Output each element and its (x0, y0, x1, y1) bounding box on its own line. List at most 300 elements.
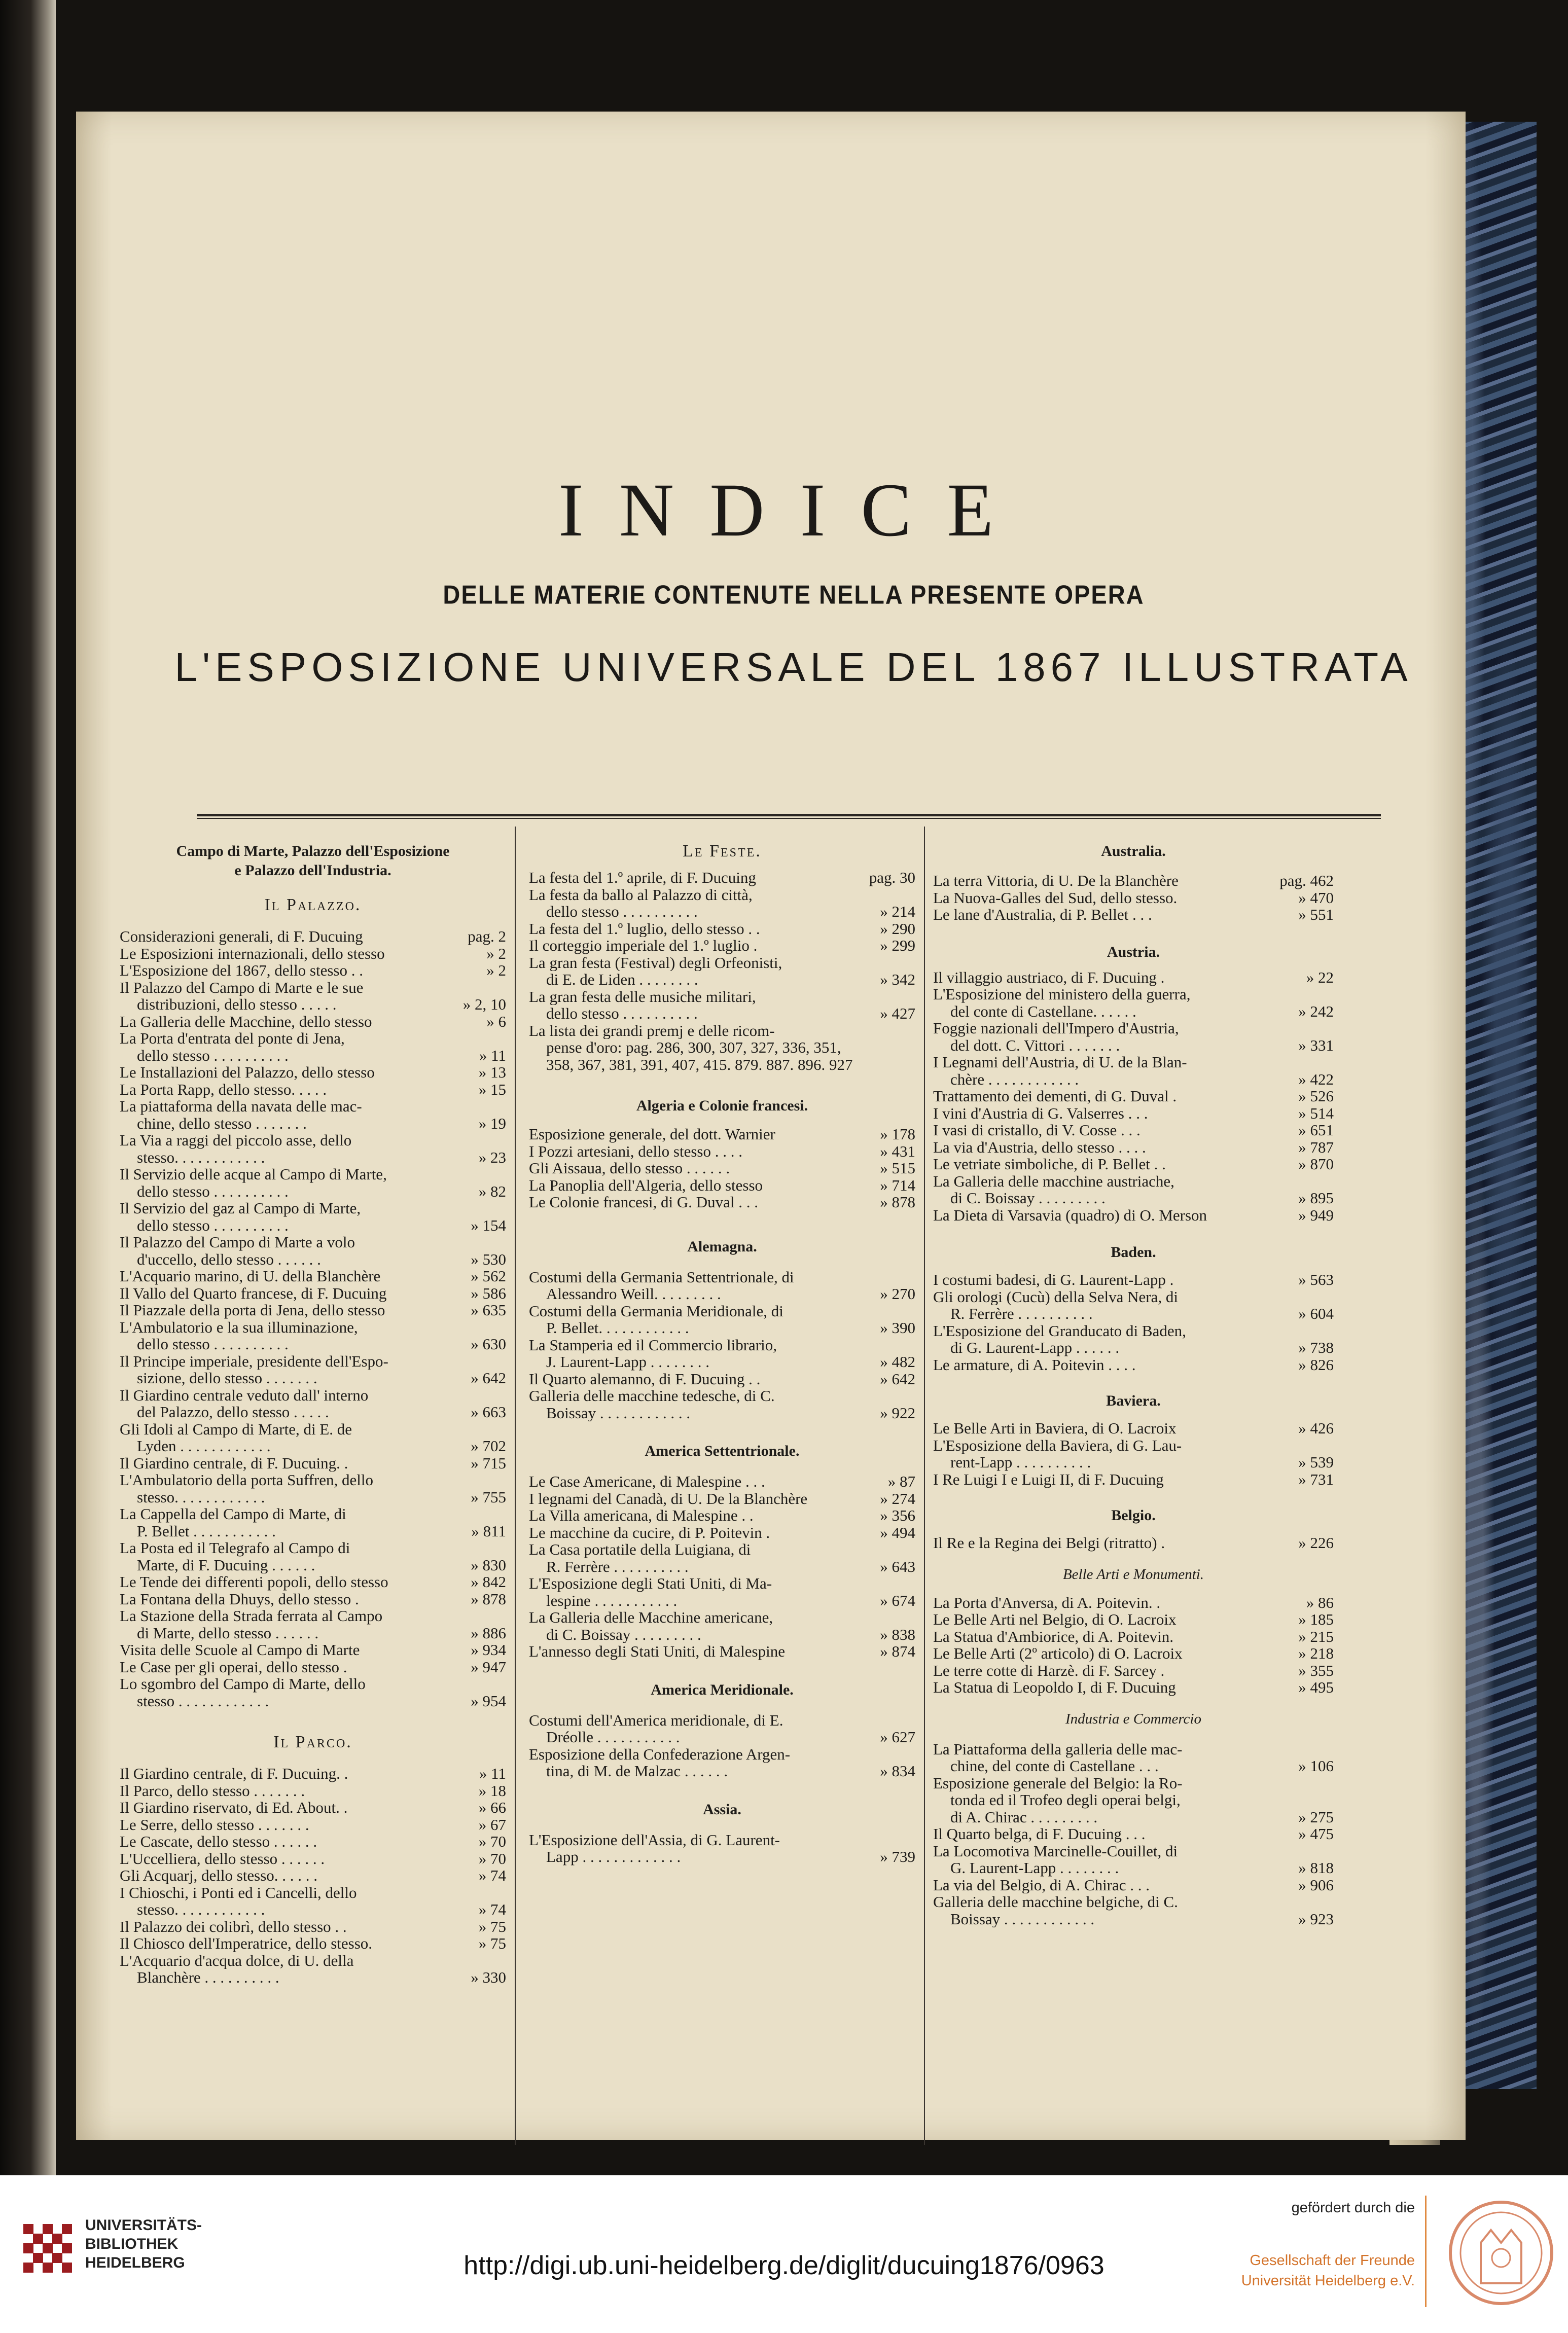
index-entry (529, 1353, 915, 1371)
entry-page: » 870 (1298, 1155, 1334, 1173)
entry-title: del Palazzo, dello stesso . . . . . (137, 1404, 329, 1421)
index-entry (120, 1132, 506, 1149)
entry-page: » 738 (1298, 1339, 1334, 1356)
entry-title: Esposizione della Confederazione Argen- (529, 1745, 791, 1763)
entry-title: L'Acquario d'acqua dolce, di U. della (120, 1952, 354, 1969)
entry-page: » 923 (1298, 1910, 1334, 1928)
entry-page: » 906 (1298, 1876, 1334, 1894)
index-entry (120, 1319, 506, 1336)
entry-page: » 562 (471, 1267, 506, 1285)
index-entry (933, 969, 1334, 986)
section-heading-alemagna: Alemagna. (687, 1238, 757, 1255)
index-entry (120, 1115, 506, 1132)
entry-title: P. Bellet . . . . . . . . . . . (137, 1522, 276, 1539)
entry-title: Galleria delle macchine tedesche, di C. (529, 1387, 775, 1405)
entry-title: chine, del conte di Castellane . . . (950, 1757, 1159, 1775)
entry-title: sizione, dello stesso . . . . . . . (137, 1370, 317, 1387)
index-entry (933, 1305, 1334, 1322)
entry-title: La terra Vittoria, di U. De la Blanchère (933, 872, 1179, 889)
index-entry (933, 1356, 1334, 1374)
entry-title: Le Tende dei differenti popoli, dello stesso (120, 1573, 388, 1591)
index-entry (120, 1387, 506, 1404)
entry-title: Le macchine da cucire, di P. Poitevin . (529, 1524, 770, 1541)
index-entry (529, 1832, 915, 1849)
section-heading-palazzo: Il Palazzo. (264, 895, 362, 914)
index-entry (120, 1370, 506, 1387)
index-entry (933, 906, 1334, 923)
footer-divider (1425, 2196, 1427, 2307)
scanned-page (76, 112, 1466, 2140)
index-entry (120, 1799, 506, 1816)
entry-title: dello stesso . . . . . . . . . . (137, 1336, 289, 1353)
entry-page: » 299 (880, 937, 915, 954)
index-entry (933, 1322, 1334, 1340)
entry-page: » 342 (880, 971, 915, 988)
entry-title: I costumi badesi, di G. Laurent-Lapp . (933, 1271, 1174, 1288)
entry-title: L'Esposizione del 1867, dello stesso . . (120, 962, 364, 979)
entry-page: » 274 (880, 1489, 915, 1508)
index-entry (120, 1641, 506, 1659)
index-entry (120, 1659, 506, 1676)
entry-page: » 178 (880, 1125, 915, 1143)
entry-title: Il Chiosco dell'Imperatrice, dello stesso. (120, 1935, 373, 1952)
section-heading-industria: Industria e Commercio (1065, 1710, 1201, 1727)
index-entry (529, 1490, 915, 1508)
entry-title: Considerazioni generali, di F. Ducuing (120, 928, 363, 945)
entry-title: La Locomotiva Marcinelle-Couillet, di (933, 1842, 1178, 1859)
entry-title: Il Servizio delle acque al Campo di Marte, (120, 1166, 387, 1183)
index-entry (529, 1473, 915, 1490)
entry-page: » 949 (1298, 1206, 1334, 1224)
index-entry (120, 1166, 506, 1183)
top-rule-thin (197, 818, 1381, 819)
entry-title: di E. de Liden . . . . . . . . (546, 971, 698, 988)
index-entry (120, 1693, 506, 1710)
index-entry (120, 1607, 506, 1625)
index-entry (933, 1288, 1334, 1306)
entry-title: P. Bellet. . . . . . . . . . . . (546, 1319, 689, 1337)
index-entry (120, 1268, 506, 1285)
index-entry (529, 1126, 915, 1143)
index-entry (933, 872, 1334, 889)
index-entry (529, 1609, 915, 1626)
index-entry (933, 1791, 1334, 1809)
entry-list-industria (933, 1741, 1334, 1928)
entry-title: La Galleria delle Macchine, dello stesso (120, 1013, 372, 1030)
university-seal-icon (1448, 2195, 1554, 2311)
entry-page: » 390 (880, 1319, 915, 1337)
entry-title: Galleria delle macchine belgiche, di C. (933, 1893, 1178, 1911)
index-entry (120, 1816, 506, 1834)
entry-title: La via del Belgio, di A. Chirac . . . (933, 1876, 1150, 1893)
index-entry (933, 1611, 1334, 1628)
entry-title: L'Esposizione degli Stati Uniti, di Ma- (529, 1575, 772, 1592)
entry-title: La Galleria delle macchine austriache, (933, 1172, 1174, 1190)
index-entry (529, 1303, 915, 1320)
entry-title: Costumi dell'America meridionale, di E. (529, 1711, 783, 1729)
index-entry (933, 986, 1334, 1003)
entry-page: pag. 30 (869, 869, 915, 886)
entry-title: La piattaforma della navata delle mac- (120, 1098, 362, 1115)
index-entry (933, 1534, 1334, 1552)
index-entry (933, 1741, 1334, 1758)
entry-page: » 714 (880, 1176, 915, 1194)
entry-title: La via d'Austria, dello stesso . . . . (933, 1138, 1146, 1156)
entry-page: » 15 (478, 1080, 506, 1098)
entry-page: » 586 (471, 1284, 506, 1302)
entry-title: La Panoplia dell'Algeria, dello stesso (529, 1176, 763, 1194)
entry-title: Il Palazzo del Campo di Marte a volo (120, 1234, 355, 1251)
index-entry (933, 1122, 1334, 1139)
index-entry (933, 1271, 1334, 1288)
column-divider-1 (515, 827, 516, 2145)
entry-page: » 627 (880, 1728, 915, 1746)
entry-page: » 74 (478, 1867, 506, 1884)
index-entry (529, 1405, 915, 1422)
index-entry (120, 1952, 506, 1969)
entry-title: Foggie nazionali dell'Impero d'Austria, (933, 1020, 1179, 1037)
index-entry (529, 1746, 915, 1763)
entry-title: R. Ferrère . . . . . . . . . . (546, 1558, 689, 1575)
entry-title: Le Belle Arti in Baviera, di O. Lacroix (933, 1420, 1177, 1437)
entry-page: » 494 (880, 1523, 915, 1541)
entry-title: Gli orologi (Cucù) della Selva Nera, di (933, 1288, 1178, 1305)
entry-title: L'Ambulatorio e la sua illuminazione, (120, 1318, 358, 1336)
page-title: INDICE (558, 468, 1029, 552)
entry-title: distribuzioni, dello stesso . . . . . (137, 996, 337, 1013)
entry-title: La Piattaforma della galleria delle mac- (933, 1740, 1183, 1757)
entry-page: » 495 (1298, 1678, 1334, 1696)
entry-title: R. Ferrère . . . . . . . . . . (950, 1305, 1093, 1322)
index-entry (529, 1039, 915, 1056)
entry-title: L'Ambulatorio della porta Suffren, dello (120, 1471, 374, 1489)
entry-page: » 75 (478, 1934, 506, 1952)
entry-page: » 426 (1298, 1419, 1334, 1437)
entry-page: » 826 (1298, 1355, 1334, 1374)
index-entry (933, 1594, 1334, 1611)
entry-title: Le armature, di A. Poitevin . . . . (933, 1356, 1136, 1373)
index-entry (120, 1438, 506, 1455)
index-column-2 (529, 842, 915, 1865)
index-entry (933, 1843, 1334, 1860)
entry-page: » 13 (478, 1063, 506, 1081)
entry-page: » 663 (471, 1403, 506, 1421)
entry-title: La Porta d'entrata del ponte di Jena, (120, 1030, 345, 1047)
entry-page: » 731 (1298, 1470, 1334, 1488)
entry-title: 358, 367, 381, 391, 407, 415. 879. 887. 896. 927 (546, 1056, 853, 1073)
section-heading-america-mer: America Meridionale. (651, 1681, 794, 1698)
entry-page: » 842 (471, 1573, 506, 1591)
index-entry (933, 1088, 1334, 1105)
index-entry (120, 945, 506, 962)
entry-title: La Statua di Leopoldo I, di F. Ducuing (933, 1679, 1176, 1696)
library-name-line-3: HEIDELBERG (85, 2254, 185, 2271)
entry-title: Le vetriate simboliche, di P. Bellet . . (933, 1156, 1166, 1173)
entry-title: Le Serre, dello stesso . . . . . . . (120, 1816, 309, 1833)
index-entry (529, 903, 915, 920)
entry-page: » 922 (880, 1404, 915, 1422)
entry-page: » 214 (880, 903, 915, 920)
entry-title: Il Giardino centrale veduto dall' interno (120, 1386, 369, 1404)
entry-page: » 70 (478, 1833, 506, 1850)
entry-title: La lista dei grandi premj e delle ricom- (529, 1022, 775, 1039)
entry-page: » 539 (1298, 1453, 1334, 1471)
index-entry (120, 1505, 506, 1523)
index-entry (120, 1867, 506, 1884)
entry-page: » 215 (1298, 1627, 1334, 1645)
entry-page: » 86 (1306, 1593, 1334, 1611)
entry-page: » 838 (880, 1625, 915, 1643)
entry-title: Costumi della Germania Meridionale, di (529, 1302, 783, 1319)
entry-title: La Statua d'Ambiorice, di A. Poitevin. (933, 1628, 1173, 1645)
index-entry (933, 1911, 1334, 1928)
entry-page: » 563 (1298, 1271, 1334, 1288)
page-subtitle: DELLE MATERIE CONTENUTE NELLA PRESENTE OPERA (443, 580, 1145, 609)
entry-page: » 934 (471, 1641, 506, 1659)
section-heading-austria: Austria. (1107, 943, 1160, 960)
entry-list-algeria (529, 1126, 915, 1211)
entry-title: dello stesso . . . . . . . . . . (137, 1216, 289, 1234)
entry-page: » 82 (478, 1182, 506, 1200)
sponsor-name[interactable] (1192, 2250, 1415, 2291)
entry-page: » 6 (486, 1012, 506, 1030)
index-entry (933, 1775, 1334, 1792)
index-entry (529, 988, 915, 1006)
entry-page: » 818 (1298, 1859, 1334, 1877)
entry-title: lespine . . . . . . . . . . . (546, 1592, 678, 1609)
entry-title: chère . . . . . . . . . . . . (950, 1070, 1079, 1088)
entry-title: Marte, di F. Ducuing . . . . . . (137, 1556, 315, 1573)
entry-page: » 674 (880, 1591, 915, 1609)
entry-title: Il Giardino centrale, di F. Ducuing. . (120, 1454, 348, 1471)
entry-title: Gli Idoli al Campo di Marte, di E. de (120, 1420, 352, 1438)
entry-title: pense d'oro: pag. 286, 300, 307, 327, 336, 351, (546, 1039, 841, 1056)
entry-list-america-sett (529, 1473, 915, 1660)
section-heading-campo: Campo di Marte, Palazzo dell'Esposizione (176, 843, 450, 859)
index-entry (529, 1507, 915, 1524)
entry-title: La Cappella del Campo di Marte, di (120, 1505, 346, 1523)
entry-title: Il Vallo del Quarto francese, di F. Ducuing (120, 1284, 387, 1302)
index-entry (120, 1455, 506, 1472)
entry-page: » 811 (471, 1522, 506, 1540)
entry-page: » 830 (471, 1556, 506, 1574)
index-entry (120, 1765, 506, 1782)
index-entry (120, 1969, 506, 1986)
index-entry (120, 1573, 506, 1591)
index-entry (933, 1054, 1334, 1071)
entry-page: » 67 (478, 1815, 506, 1834)
index-entry (529, 1729, 915, 1746)
entry-page: » 551 (1298, 906, 1334, 923)
entry-title: Il corteggio imperiale del 1.º luglio . (529, 937, 758, 954)
entry-page: » 702 (471, 1437, 506, 1455)
index-entry (529, 1160, 915, 1177)
work-title: L'ESPOSIZIONE UNIVERSALE DEL 1867 ILLUSTRATA (174, 644, 1413, 690)
index-entry (933, 1809, 1334, 1826)
entry-list-belgio (933, 1534, 1334, 1552)
entry-page: » 270 (880, 1285, 915, 1303)
index-entry (933, 889, 1334, 907)
entry-title: Il Piazzale della porta di Jena, dello stesso (120, 1302, 385, 1319)
entry-page: » 954 (471, 1692, 506, 1710)
section-heading-belle-arti: Belle Arti e Monumenti. (1062, 1566, 1204, 1583)
entry-title: Blanchère . . . . . . . . . . (137, 1969, 279, 1986)
entry-title: dello stesso . . . . . . . . . . (546, 903, 698, 920)
entry-title: chine, dello stesso . . . . . . . (137, 1115, 307, 1132)
index-entry (529, 1194, 915, 1211)
entry-page: » 878 (880, 1193, 915, 1211)
entry-title: Gli Acquarj, dello stesso. . . . . . (120, 1867, 318, 1884)
entry-title: dello stesso . . . . . . . . . . (137, 1182, 289, 1200)
index-entry (120, 1884, 506, 1901)
index-entry (933, 1454, 1334, 1471)
entry-title: Boissay . . . . . . . . . . . . (950, 1910, 1095, 1927)
section-heading-baden: Baden. (1111, 1244, 1156, 1261)
entry-page: » 642 (880, 1370, 915, 1388)
entry-title: Il Re e la Regina dei Belgi (ritratto) . (933, 1534, 1165, 1552)
index-entry (933, 1893, 1334, 1911)
top-rule (197, 814, 1381, 816)
index-entry (120, 1336, 506, 1353)
index-entry (933, 1071, 1334, 1088)
index-entry (120, 1200, 506, 1217)
permalink-url[interactable]: http://digi.ub.uni-heidelberg.de/diglit/ducuing1876/0963 (464, 2251, 1104, 2280)
entry-title: Le terre cotte di Harzè. di F. Sarcey . (933, 1662, 1165, 1679)
index-entry (529, 954, 915, 972)
entry-title: I vini d'Austria di G. Valserres . . . (933, 1104, 1148, 1122)
entry-title: stesso. . . . . . . . . . . . (137, 1148, 265, 1166)
index-entry (529, 869, 915, 886)
index-entry (120, 962, 506, 979)
index-entry (120, 1404, 506, 1421)
entry-title: Boissay . . . . . . . . . . . . (546, 1404, 691, 1421)
index-entry (529, 1558, 915, 1575)
index-entry (933, 1645, 1334, 1662)
entry-title: La Villa americana, di Malespine . . (529, 1507, 754, 1524)
entry-title: I Re Luigi I e Luigi II, di F. Ducuing (933, 1470, 1164, 1488)
entry-page: » 422 (1298, 1070, 1334, 1088)
entry-title: Il Quarto belga, di F. Ducuing . . . (933, 1825, 1146, 1843)
entry-page: » 11 (479, 1046, 506, 1064)
entry-page: » 106 (1298, 1757, 1334, 1775)
index-entry (120, 1081, 506, 1098)
section-heading-feste: Le Feste. (683, 842, 762, 860)
section-heading-belgio: Belgio. (1111, 1507, 1156, 1524)
entry-page: » 355 (1298, 1661, 1334, 1679)
index-entry (529, 1285, 915, 1303)
index-entry (120, 1064, 506, 1081)
index-column-1 (120, 842, 506, 1986)
entry-page: » 275 (1298, 1808, 1334, 1826)
entry-title: L'Esposizione della Baviera, di G. Lau- (933, 1437, 1182, 1454)
index-entry (120, 1625, 506, 1642)
entry-page: » 356 (880, 1506, 915, 1524)
index-entry (529, 1848, 915, 1865)
entry-title: Esposizione generale, del dott. Warnier (529, 1126, 775, 1143)
index-entry (529, 1337, 915, 1354)
index-entry (529, 1387, 915, 1405)
library-name-line-2: BIBLIOTHEK (85, 2236, 179, 2252)
entry-title: Le Colonie francesi, di G. Duval . . . (529, 1194, 758, 1211)
library-name-line-1: UNIVERSITÄTS- (85, 2217, 202, 2234)
book-edge-left (0, 0, 56, 2175)
entry-page: » 2, 10 (462, 995, 506, 1013)
entry-page: » 154 (471, 1216, 506, 1234)
entry-title: La Casa portatile della Luigiana, di (529, 1541, 751, 1558)
entry-title: I Pozzi artesiani, dello stesso . . . . (529, 1142, 742, 1160)
entry-page: » 87 (887, 1473, 915, 1490)
entry-page: » 895 (1298, 1189, 1334, 1207)
entry-title: del dott. C. Vittori . . . . . . . (950, 1036, 1120, 1054)
sponsor-name-line-2: Universität Heidelberg e.V. (1241, 2273, 1415, 2289)
index-entry (933, 1420, 1334, 1437)
entry-list-belle-arti (933, 1594, 1334, 1696)
entry-list-assia (529, 1832, 915, 1865)
entry-title: tina, di M. de Malzac . . . . . . (546, 1763, 728, 1780)
index-entry (529, 1626, 915, 1643)
entry-title: Il Servizio del gaz al Campo di Marte, (120, 1200, 361, 1217)
sponsor-caption: gefördert durch die (1291, 2200, 1415, 2216)
index-entry (529, 1177, 915, 1194)
entry-page: » 74 (478, 1900, 506, 1918)
entry-page: » 630 (471, 1335, 506, 1353)
index-entry (120, 1183, 506, 1200)
index-entry (933, 1825, 1334, 1843)
entry-title: dello stesso . . . . . . . . . . (137, 1047, 289, 1064)
index-entry (933, 1190, 1334, 1207)
section-heading-algeria: Algeria e Colonie francesi. (636, 1097, 808, 1114)
entry-page: » 290 (880, 919, 915, 938)
index-entry (120, 1421, 506, 1438)
entry-page: » 330 (471, 1968, 506, 1986)
entry-title: I Legnami dell'Austria, di U. de la Blan- (933, 1054, 1187, 1071)
entry-title: L'Esposizione del ministero della guerra, (933, 986, 1191, 1003)
entry-title: di C. Boissay . . . . . . . . . (546, 1626, 701, 1643)
index-entry (933, 1037, 1334, 1054)
column-divider-2 (924, 827, 925, 2145)
entry-page: » 70 (478, 1849, 506, 1868)
index-entry (529, 1592, 915, 1609)
entry-title: Il Quarto alemanno, di F. Ducuing . . (529, 1370, 761, 1387)
index-entry (120, 1850, 506, 1868)
index-entry (933, 1859, 1334, 1877)
index-entry (120, 1918, 506, 1935)
entry-page: » 947 (471, 1658, 506, 1676)
index-entry (120, 996, 506, 1013)
entry-title: La Dieta di Varsavia (quadro) di O. Merson (933, 1206, 1207, 1224)
entry-page: » 514 (1298, 1104, 1334, 1122)
index-entry (120, 1013, 506, 1030)
index-entry (933, 1437, 1334, 1454)
entry-title: L'Esposizione dell'Assia, di G. Laurent- (529, 1831, 780, 1848)
index-entry (120, 928, 506, 945)
entry-title: La gran festa delle musiche militari, (529, 988, 756, 1005)
entry-title: Le Belle Arti nel Belgio, di O. Lacroix (933, 1611, 1177, 1628)
index-entry (529, 1269, 915, 1286)
entry-title: G. Laurent-Lapp . . . . . . . . (950, 1859, 1119, 1877)
index-entry (120, 1302, 506, 1319)
index-entry (933, 1679, 1334, 1696)
index-entry (529, 1712, 915, 1729)
entry-list-feste (529, 869, 915, 1073)
entry-title: d'uccello, dello stesso . . . . . . (137, 1250, 321, 1268)
index-entry (933, 1139, 1334, 1156)
index-entry (120, 979, 506, 996)
entry-title: rent-Lapp . . . . . . . . . . (950, 1454, 1091, 1471)
entry-title: stesso . . . . . . . . . . . . (137, 1692, 269, 1709)
index-entry (120, 1217, 506, 1234)
entry-list-palazzo (120, 928, 506, 1709)
